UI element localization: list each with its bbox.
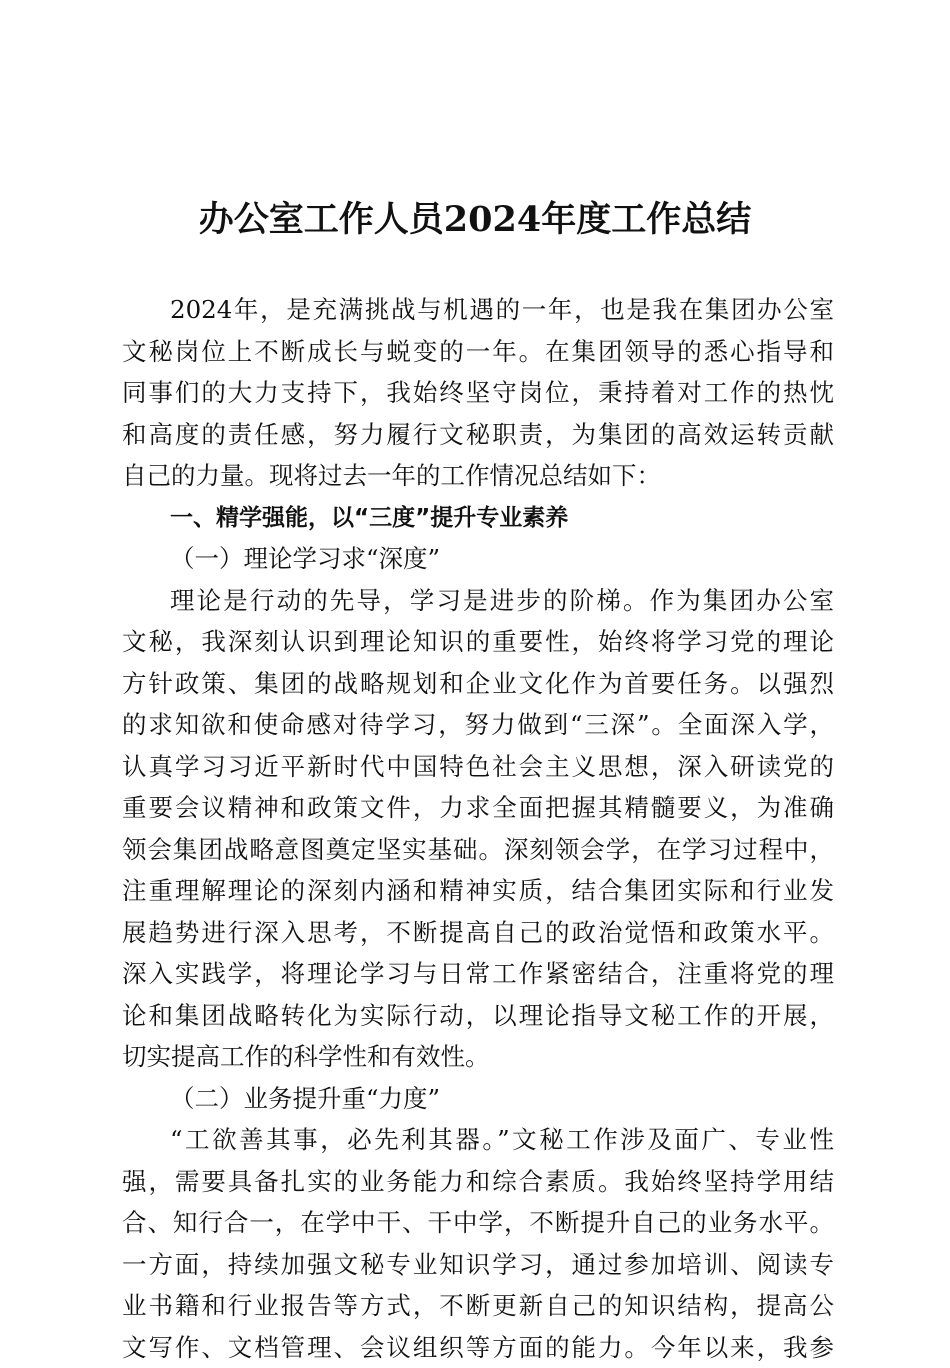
body-text-line: 注重理解理论的深刻内涵和精神实质，结合集团实际和行业发 [122, 876, 834, 905]
body-text-line: 文秘岗位上不断成长与蜕变的一年。在集团领导的悉心指导和 [122, 336, 834, 366]
body-text-line: 认真学习习近平新时代中国特色社会主义思想，深入研读党的 [122, 751, 834, 781]
body-text-line: 重要会议精神和政策文件，力求全面把握其精髓要义，为准确 [122, 793, 834, 822]
body-text-line: 文写作、文档管理、会议组织等方面的能力。今年以来，我参 [122, 1332, 834, 1362]
body-text-line: 理论是行动的先导，学习是进步的阶梯。作为集团办公室 [170, 585, 834, 615]
body-text-line: 和高度的责任感，努力履行文秘职责，为集团的高效运转贡献 [122, 419, 834, 449]
body-text-line: 领会集团战略意图奠定坚实基础。深刻领会学，在学习过程中， [122, 834, 834, 864]
body-text-line: 2024年，是充满挑战与机遇的一年，也是我在集团办公室 [170, 295, 834, 324]
body-text-line: 同事们的大力支持下，我始终坚守岗位，秉持着对工作的热忱 [122, 378, 834, 407]
body-text-line: 一方面，持续加强文秘专业知识学习，通过参加培训、阅读专 [122, 1249, 834, 1279]
body-text-line: 论和集团战略转化为实际行动，以理论指导文秘工作的开展， [122, 1000, 834, 1030]
subsection-heading: （一）理论学习求“深度” [170, 544, 441, 573]
body-text-line: 切实提高工作的科学性和有效性。 [122, 1042, 490, 1071]
subsection-heading: （二）业务提升重“力度” [170, 1083, 441, 1113]
body-text-line: 展趋势进行深入思考，不断提高自己的政治觉悟和政策水平。 [122, 917, 834, 947]
body-text-line: 业书籍和行业报告等方式，不断更新自己的知识结构，提高公 [122, 1291, 834, 1320]
body-text-line: 自己的力量。现将过去一年的工作情况总结如下： [122, 461, 661, 490]
body-text-line: 深入实践学，将理论学习与日常工作紧密结合，注重将党的理 [122, 959, 834, 988]
document-title: 办公室工作人员2024年度工作总结 [198, 199, 752, 240]
body-text-line: 的求知欲和使命感对待学习，努力做到“三深”。全面深入学， [122, 710, 834, 739]
body-text-line: 方针政策、集团的战略规划和企业文化作为首要任务。以强烈 [122, 668, 834, 698]
body-text-line: 强，需要具备扎实的业务能力和综合素质。我始终坚持学用结 [122, 1166, 834, 1196]
body-text-line: “工欲善其事，必先利其器。”文秘工作涉及面广、专业性 [170, 1125, 834, 1154]
section-heading: 一、精学强能，以“三度”提升专业素养 [170, 504, 569, 531]
body-text-line: 文秘，我深刻认识到理论知识的重要性，始终将学习党的理论 [122, 627, 834, 656]
body-text-line: 合、知行合一，在学中干、干中学，不断提升自己的业务水平。 [122, 1208, 834, 1237]
